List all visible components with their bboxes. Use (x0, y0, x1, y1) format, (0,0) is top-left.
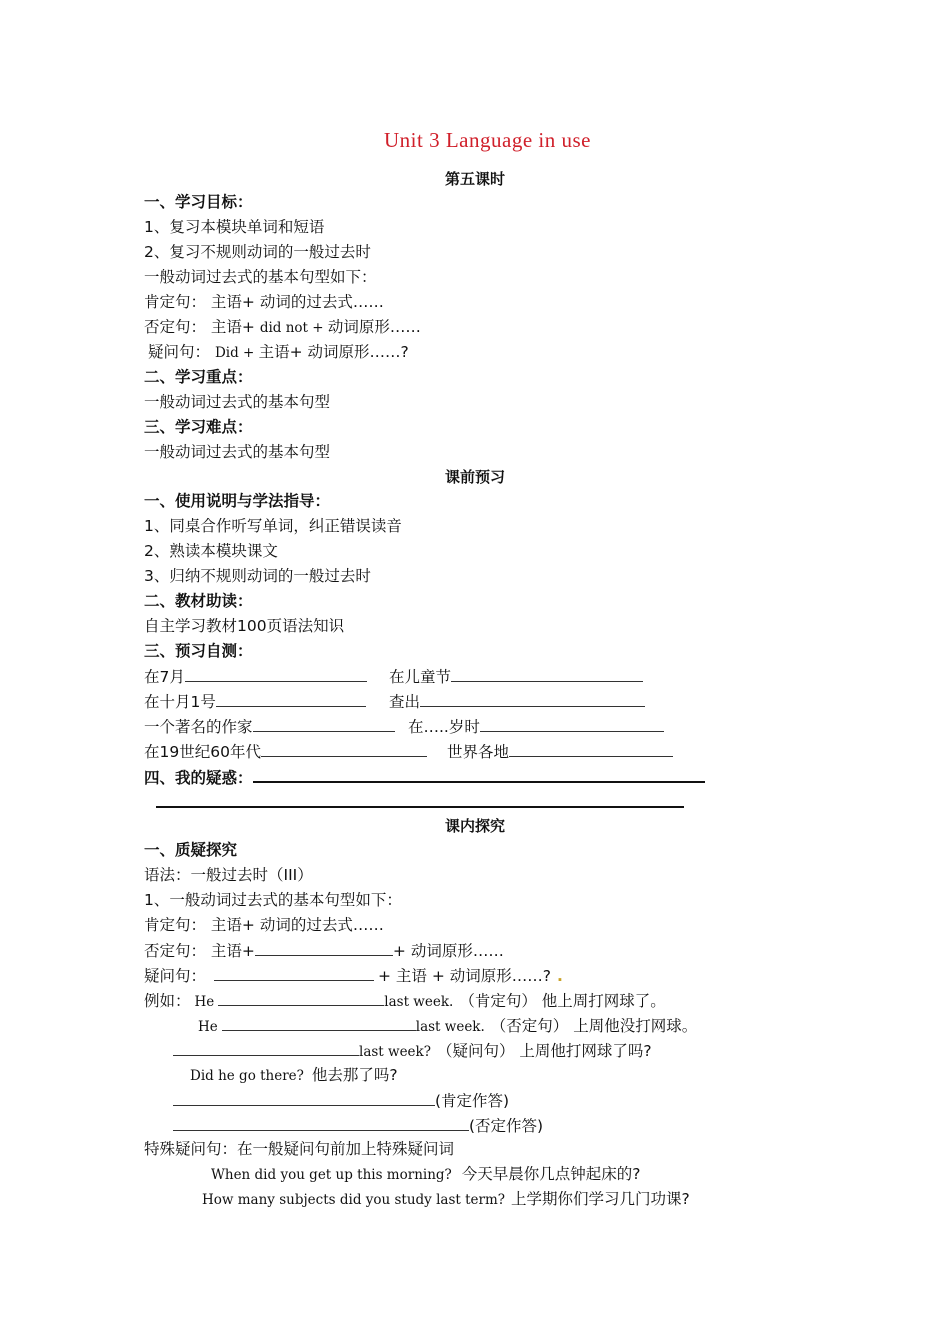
doubt-row (144, 765, 705, 789)
negative-pattern-part: did not + (259, 320, 328, 336)
example-gloss: （疑问句） 上周他打网球了吗? (436, 1042, 652, 1060)
guide-item: 2、熟读本模块课文 (144, 542, 278, 560)
selftest-prompt: 在19世纪60年代 (144, 743, 261, 761)
example-gloss: 上学期你们学习几门功课? (511, 1190, 690, 1208)
negative-pattern (144, 939, 504, 962)
difficulties-text: 一般动词过去式的基本句型 (144, 443, 331, 461)
negative-pattern (144, 316, 421, 339)
selftest-row (408, 715, 664, 738)
pattern-part: 疑问句： (144, 967, 207, 985)
answer-blank[interactable] (173, 1089, 435, 1106)
selftest-row (144, 665, 367, 688)
answer-label: (肯定作答) (435, 1092, 510, 1110)
answer-blank[interactable] (255, 939, 393, 956)
grammar-topic: 语法：一般过去时（III） (144, 866, 313, 884)
affirmative-pattern: 肯定句： 主语+ 动词的过去式…… (144, 916, 384, 934)
example-gloss: 他去那了吗? (311, 1066, 398, 1084)
selftest-row (144, 715, 395, 738)
guide-item: 1、同桌合作听写单词，纠正错误读音 (144, 517, 402, 535)
selftest-heading: 三、预习自测： (144, 642, 253, 660)
objective-item: 2、复习不规则动词的一般过去时 (144, 243, 371, 261)
pattern-mark: . (557, 967, 563, 985)
keypoints-heading: 二、学习重点： (144, 368, 253, 386)
question-pattern (144, 964, 563, 987)
answer-blank[interactable] (480, 715, 664, 732)
example-text: last week. (415, 1019, 485, 1035)
selftest-row (389, 665, 643, 688)
selftest-row (447, 740, 673, 763)
pattern-part: 否定句： 主语+ (144, 942, 255, 960)
example-gloss: 今天早晨你几点钟起床的? (461, 1165, 641, 1183)
selftest-prompt: 世界各地 (447, 743, 510, 761)
selftest-row (389, 690, 645, 713)
lesson-heading: 第五课时 (444, 170, 505, 188)
example-text: How many subjects did you study last term? (202, 1192, 506, 1208)
example-gloss: （否定句） 上周他没打网球。 (490, 1017, 698, 1035)
textbook-text: 自主学习教材100页语法知识 (144, 617, 345, 635)
example-text: last week? (359, 1044, 431, 1060)
answer-blank[interactable] (253, 715, 395, 732)
question-pattern-part: Did + (214, 345, 259, 361)
answer-blank[interactable] (185, 665, 367, 682)
inquiry-heading: 一、质疑探究 (144, 841, 238, 859)
example-row (198, 1014, 697, 1038)
example-gloss: （肯定句） 他上周打网球了。 (459, 992, 666, 1010)
example-text: He (198, 1019, 218, 1035)
preview-heading: 课前预习 (444, 468, 505, 486)
example-row (173, 1039, 652, 1063)
answer-blank[interactable] (420, 690, 645, 707)
selftest-prompt: 在…..岁时 (408, 718, 480, 736)
negative-pattern-part: 动词原形…… (327, 318, 421, 336)
doubt-blank[interactable] (156, 790, 684, 808)
negative-pattern-part: 否定句： 主语+ (144, 318, 260, 336)
answer-label: (否定作答) (469, 1117, 544, 1135)
selftest-prompt: 在7月 (144, 668, 185, 686)
selftest-row (144, 740, 427, 763)
example-text: He (194, 994, 215, 1010)
answer-blank[interactable] (451, 665, 643, 682)
answer-blank[interactable] (173, 1039, 359, 1056)
pattern-part: + 主语 + 动词原形……? (378, 967, 551, 985)
pattern-part: + 动词原形…… (392, 942, 504, 960)
keypoints-text: 一般动词过去式的基本句型 (144, 393, 331, 411)
example-label: 例如： (144, 992, 191, 1010)
guide-item: 3、归纳不规则动词的一般过去时 (144, 567, 371, 585)
answer-blank[interactable] (214, 964, 374, 981)
answer-blank[interactable] (218, 989, 384, 1006)
affirmative-pattern: 肯定句： 主语+ 动词的过去式…… (144, 293, 384, 311)
selftest-row (144, 690, 366, 713)
special-question-example (202, 1188, 690, 1211)
special-question-example (211, 1163, 641, 1186)
answer-blank[interactable] (216, 690, 366, 707)
example-row (190, 1064, 398, 1087)
answer-blank[interactable] (509, 740, 673, 757)
doubt-row-2 (156, 790, 684, 814)
doubt-blank[interactable] (253, 765, 705, 783)
pattern-intro: 一般动词过去式的基本句型如下： (144, 268, 377, 286)
selftest-prompt: 在十月1号 (144, 693, 216, 711)
selftest-prompt: 查出 (389, 693, 421, 711)
answer-blank[interactable] (222, 1014, 416, 1031)
example-text: When did you get up this morning? (211, 1167, 452, 1183)
answer-blank[interactable] (173, 1114, 469, 1131)
answer-row (173, 1089, 509, 1112)
question-pattern-part: 疑问句： (148, 343, 215, 361)
objectives-heading: 一、学习目标： (144, 193, 253, 211)
question-pattern-part: 主语+ 动词原形……? (258, 343, 409, 361)
difficulties-heading: 三、学习难点： (144, 418, 253, 436)
textbook-heading: 二、教材助读： (144, 592, 253, 610)
selftest-prompt: 一个著名的作家 (144, 718, 253, 736)
guide-heading: 一、使用说明与学法指导： (144, 492, 331, 510)
question-pattern (148, 341, 409, 364)
selftest-prompt: 在儿童节 (389, 668, 452, 686)
doubt-heading: 四、我的疑惑： (144, 769, 253, 787)
example-row (144, 989, 666, 1013)
example-text: last week. (384, 994, 454, 1010)
page-title: Unit 3 Language in use (384, 128, 591, 152)
special-question-intro: 特殊疑问句：在一般疑问句前加上特殊疑问词 (144, 1140, 455, 1158)
inclass-heading: 课内探究 (444, 817, 505, 835)
objective-item: 1、复习本模块单词和短语 (144, 218, 325, 236)
answer-blank[interactable] (261, 740, 427, 757)
example-text: Did he go there? (190, 1068, 304, 1084)
answer-row (173, 1114, 543, 1137)
pattern-intro: 1、一般动词过去式的基本句型如下： (144, 891, 402, 909)
